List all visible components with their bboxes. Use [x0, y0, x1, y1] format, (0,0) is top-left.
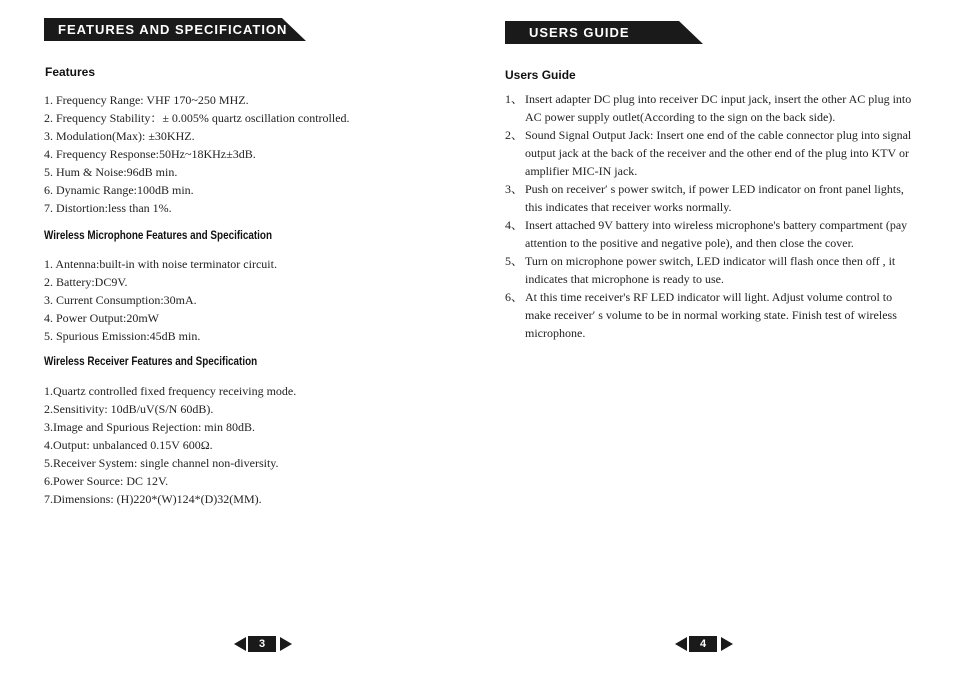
list-item: 3. Current Consumption:30mA. — [44, 293, 197, 307]
right-page — [477, 0, 954, 676]
next-arrow-icon — [280, 637, 292, 651]
list-item — [505, 216, 915, 252]
list-item: 1.Quartz controlled fixed frequency receiving mode. — [44, 384, 297, 398]
list-item: 2. Frequency Stability：± 0.005% quartz oscillation controlled. — [44, 111, 350, 125]
list-item: 4.Output: unbalanced 0.15V 600Ω. — [44, 438, 213, 452]
list-item — [505, 126, 915, 180]
step-text: Insert adapter DC plug into receiver DC input jack, insert the other AC plug into AC power supply outlet(According to the sign on the back side). — [525, 92, 912, 124]
step-text: Sound Signal Output Jack: Insert one end of the cable connector plug into signal output jack at the back of the receiver and the other end of the plug into KTV or amplifier MIC-IN jack. — [525, 128, 912, 178]
list-item: 7. Distortion:less than 1%. — [44, 201, 172, 215]
list-item: 1. Antenna:built-in with noise terminator circuit. — [44, 257, 277, 271]
prev-arrow-icon — [234, 637, 246, 651]
list-item: 5. Hum & Noise:96dB min. — [44, 165, 178, 179]
step-number: 5、 — [505, 254, 524, 268]
step-number: 1、 — [505, 92, 524, 106]
users-guide-steps — [505, 90, 915, 342]
list-item — [505, 252, 915, 288]
step-number: 6、 — [505, 290, 524, 304]
features-banner — [44, 18, 306, 41]
list-item: 5. Spurious Emission:45dB min. — [44, 329, 201, 343]
features-list — [44, 91, 350, 217]
list-item: 6.Power Source: DC 12V. — [44, 474, 169, 488]
features-heading: Features — [45, 65, 96, 79]
prev-arrow-icon — [675, 637, 687, 651]
mic-spec-list — [44, 255, 277, 345]
list-item — [505, 90, 915, 126]
banner-title: USERS GUIDE — [529, 25, 630, 40]
list-item — [505, 180, 915, 216]
receiver-spec-list — [44, 382, 296, 508]
page-number: 3 — [248, 636, 276, 652]
page-indicator — [675, 636, 735, 652]
receiver-spec-heading: Wireless Receiver Features and Specification — [44, 356, 258, 368]
list-item: 1. Frequency Range: VHF 170~250 MHZ. — [44, 93, 249, 107]
list-item: 2. Battery:DC9V. — [44, 275, 128, 289]
users-guide-heading: Users Guide — [505, 68, 576, 82]
step-text: Push on receiver′ s power switch, if power LED indicator on front panel lights, this indicates that receiver works normally. — [525, 182, 904, 214]
list-item: 6. Dynamic Range:100dB min. — [44, 183, 194, 197]
mic-spec-heading: Wireless Microphone Features and Specification — [44, 230, 272, 242]
step-text: At this time receiver's RF LED indicator will light. Adjust volume control to make receiver′ s volume to be in normal working state. Finish test of wireless microphone. — [525, 290, 897, 340]
banner-title: FEATURES AND SPECIFICATION — [58, 22, 288, 37]
step-number: 3、 — [505, 182, 524, 196]
users-guide-banner — [505, 21, 703, 44]
step-text: Turn on microphone power switch, LED indicator will flash once then off , it indicates that microphone is ready to use. — [525, 254, 896, 286]
list-item — [505, 288, 915, 342]
step-number: 2、 — [505, 128, 524, 142]
list-item: 4. Frequency Response:50Hz~18KHz±3dB. — [44, 147, 256, 161]
list-item: 7.Dimensions: (H)220*(W)124*(D)32(MM). — [44, 492, 262, 506]
page-indicator — [234, 636, 294, 652]
page-number: 4 — [689, 636, 717, 652]
step-number: 4、 — [505, 218, 524, 232]
list-item: 5.Receiver System: single channel non-diversity. — [44, 456, 279, 470]
list-item: 3.Image and Spurious Rejection: min 80dB. — [44, 420, 255, 434]
step-text: Insert attached 9V battery into wireless microphone's battery compartment (pay attention to the positive and negative pole), and then close the cover. — [525, 218, 908, 250]
list-item: 3. Modulation(Max): ±30KHZ. — [44, 129, 195, 143]
list-item: 2.Sensitivity: 10dB/uV(S/N 60dB). — [44, 402, 214, 416]
list-item: 4. Power Output:20mW — [44, 311, 159, 325]
next-arrow-icon — [721, 637, 733, 651]
